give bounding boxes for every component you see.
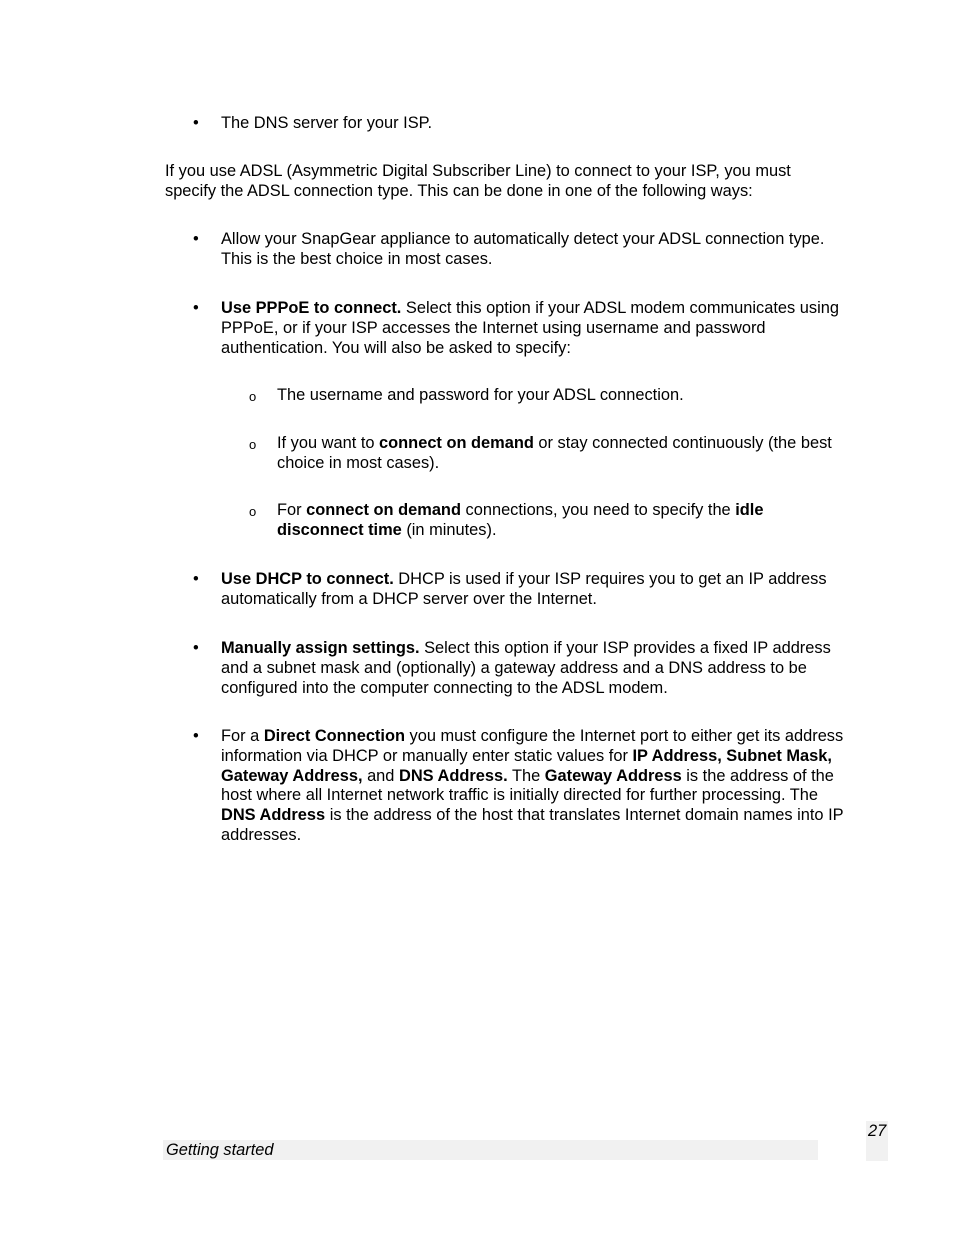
sub3-text-a: For	[277, 501, 307, 519]
bullet-marker: •	[193, 299, 199, 317]
direct-text-a: For a	[221, 727, 264, 745]
bullet-dns-server: The DNS server for your ISP.	[221, 114, 433, 132]
sub3-bold-b: connect on demand	[306, 501, 461, 519]
direct-text-c: you must configure the Internet port to either get its address information via DHCP or manually enter static values for	[221, 727, 844, 765]
sub-bullet-idle-disconnect	[277, 501, 837, 541]
direct-bold-h: Gateway Address	[544, 766, 682, 785]
pppoe-description: Select this option if your ADSL modem communicates using PPPoE, or if your ISP accesses the Internet using username and password authentication. You will also be asked to specify:	[221, 299, 839, 357]
bullet-marker: •	[193, 727, 199, 745]
direct-bold-d: IP Address, Subnet Mask, Gateway Address,	[221, 746, 832, 785]
sub2-bold: connect on demand	[379, 434, 534, 452]
dhcp-heading: Use DHCP to connect.	[221, 570, 394, 588]
bullet-marker: •	[193, 639, 199, 657]
bullet-auto-detect: Allow your SnapGear appliance to automatically detect your ADSL connection type. This is the best choice in most cases.	[221, 230, 825, 268]
sub3-text-c: connections, you need to specify the	[460, 501, 736, 519]
footer-section-title: Getting started	[166, 1141, 274, 1159]
sub3-bold-d: idle disconnect time	[277, 501, 764, 539]
sub-bullet-connect-on-demand	[277, 434, 837, 474]
page-number: 27	[868, 1122, 887, 1140]
sub2-text-c: or stay connected continuously (the best choice in most cases).	[277, 434, 832, 472]
bullet-dhcp	[221, 570, 846, 610]
sub-bullet-marker: o	[249, 389, 257, 404]
direct-text-i: is the address of the host where all Internet network traffic is initially directed for further processing. The	[221, 766, 834, 805]
bullet-marker: •	[193, 570, 199, 588]
direct-bold-f: DNS Address.	[398, 766, 508, 785]
intro-paragraph: If you use ADSL (Asymmetric Digital Subscriber Line) to connect to your ISP, you must specify the ADSL connection type. This can be done in one of the following ways:	[165, 162, 791, 200]
bullet-manual-settings	[221, 639, 846, 698]
dhcp-description: DHCP is used if your ISP requires you to get an IP address automatically from a DHCP server over the Internet.	[221, 570, 827, 608]
direct-bold-j: DNS Address	[221, 806, 326, 825]
manual-heading: Manually assign settings.	[221, 639, 420, 657]
bullet-pppoe	[221, 299, 846, 358]
direct-bold-b: Direct Connection	[263, 727, 405, 745]
direct-text-g: The	[507, 766, 545, 785]
direct-text-e: and	[362, 766, 399, 785]
bullet-direct-connection	[221, 727, 846, 846]
direct-text-k: is the address of the host that translates Internet domain names into IP addresses.	[221, 806, 844, 844]
bullet-marker: •	[193, 230, 199, 248]
sub2-text-a: If you want to	[277, 434, 380, 452]
sub-bullet-marker: o	[249, 504, 257, 519]
bullet-marker: •	[193, 114, 199, 132]
pppoe-heading: Use PPPoE to connect.	[221, 299, 402, 317]
sub3-text-e: (in minutes).	[401, 520, 497, 539]
manual-description: Select this option if your ISP provides a fixed IP address and a subnet mask and (optionally) a gateway address and a DNS address to be configured into the computer connecting to the ADSL modem.	[221, 639, 831, 697]
sub-bullet-marker: o	[249, 437, 257, 452]
sub-bullet-credentials: The username and password for your ADSL connection.	[277, 386, 684, 404]
